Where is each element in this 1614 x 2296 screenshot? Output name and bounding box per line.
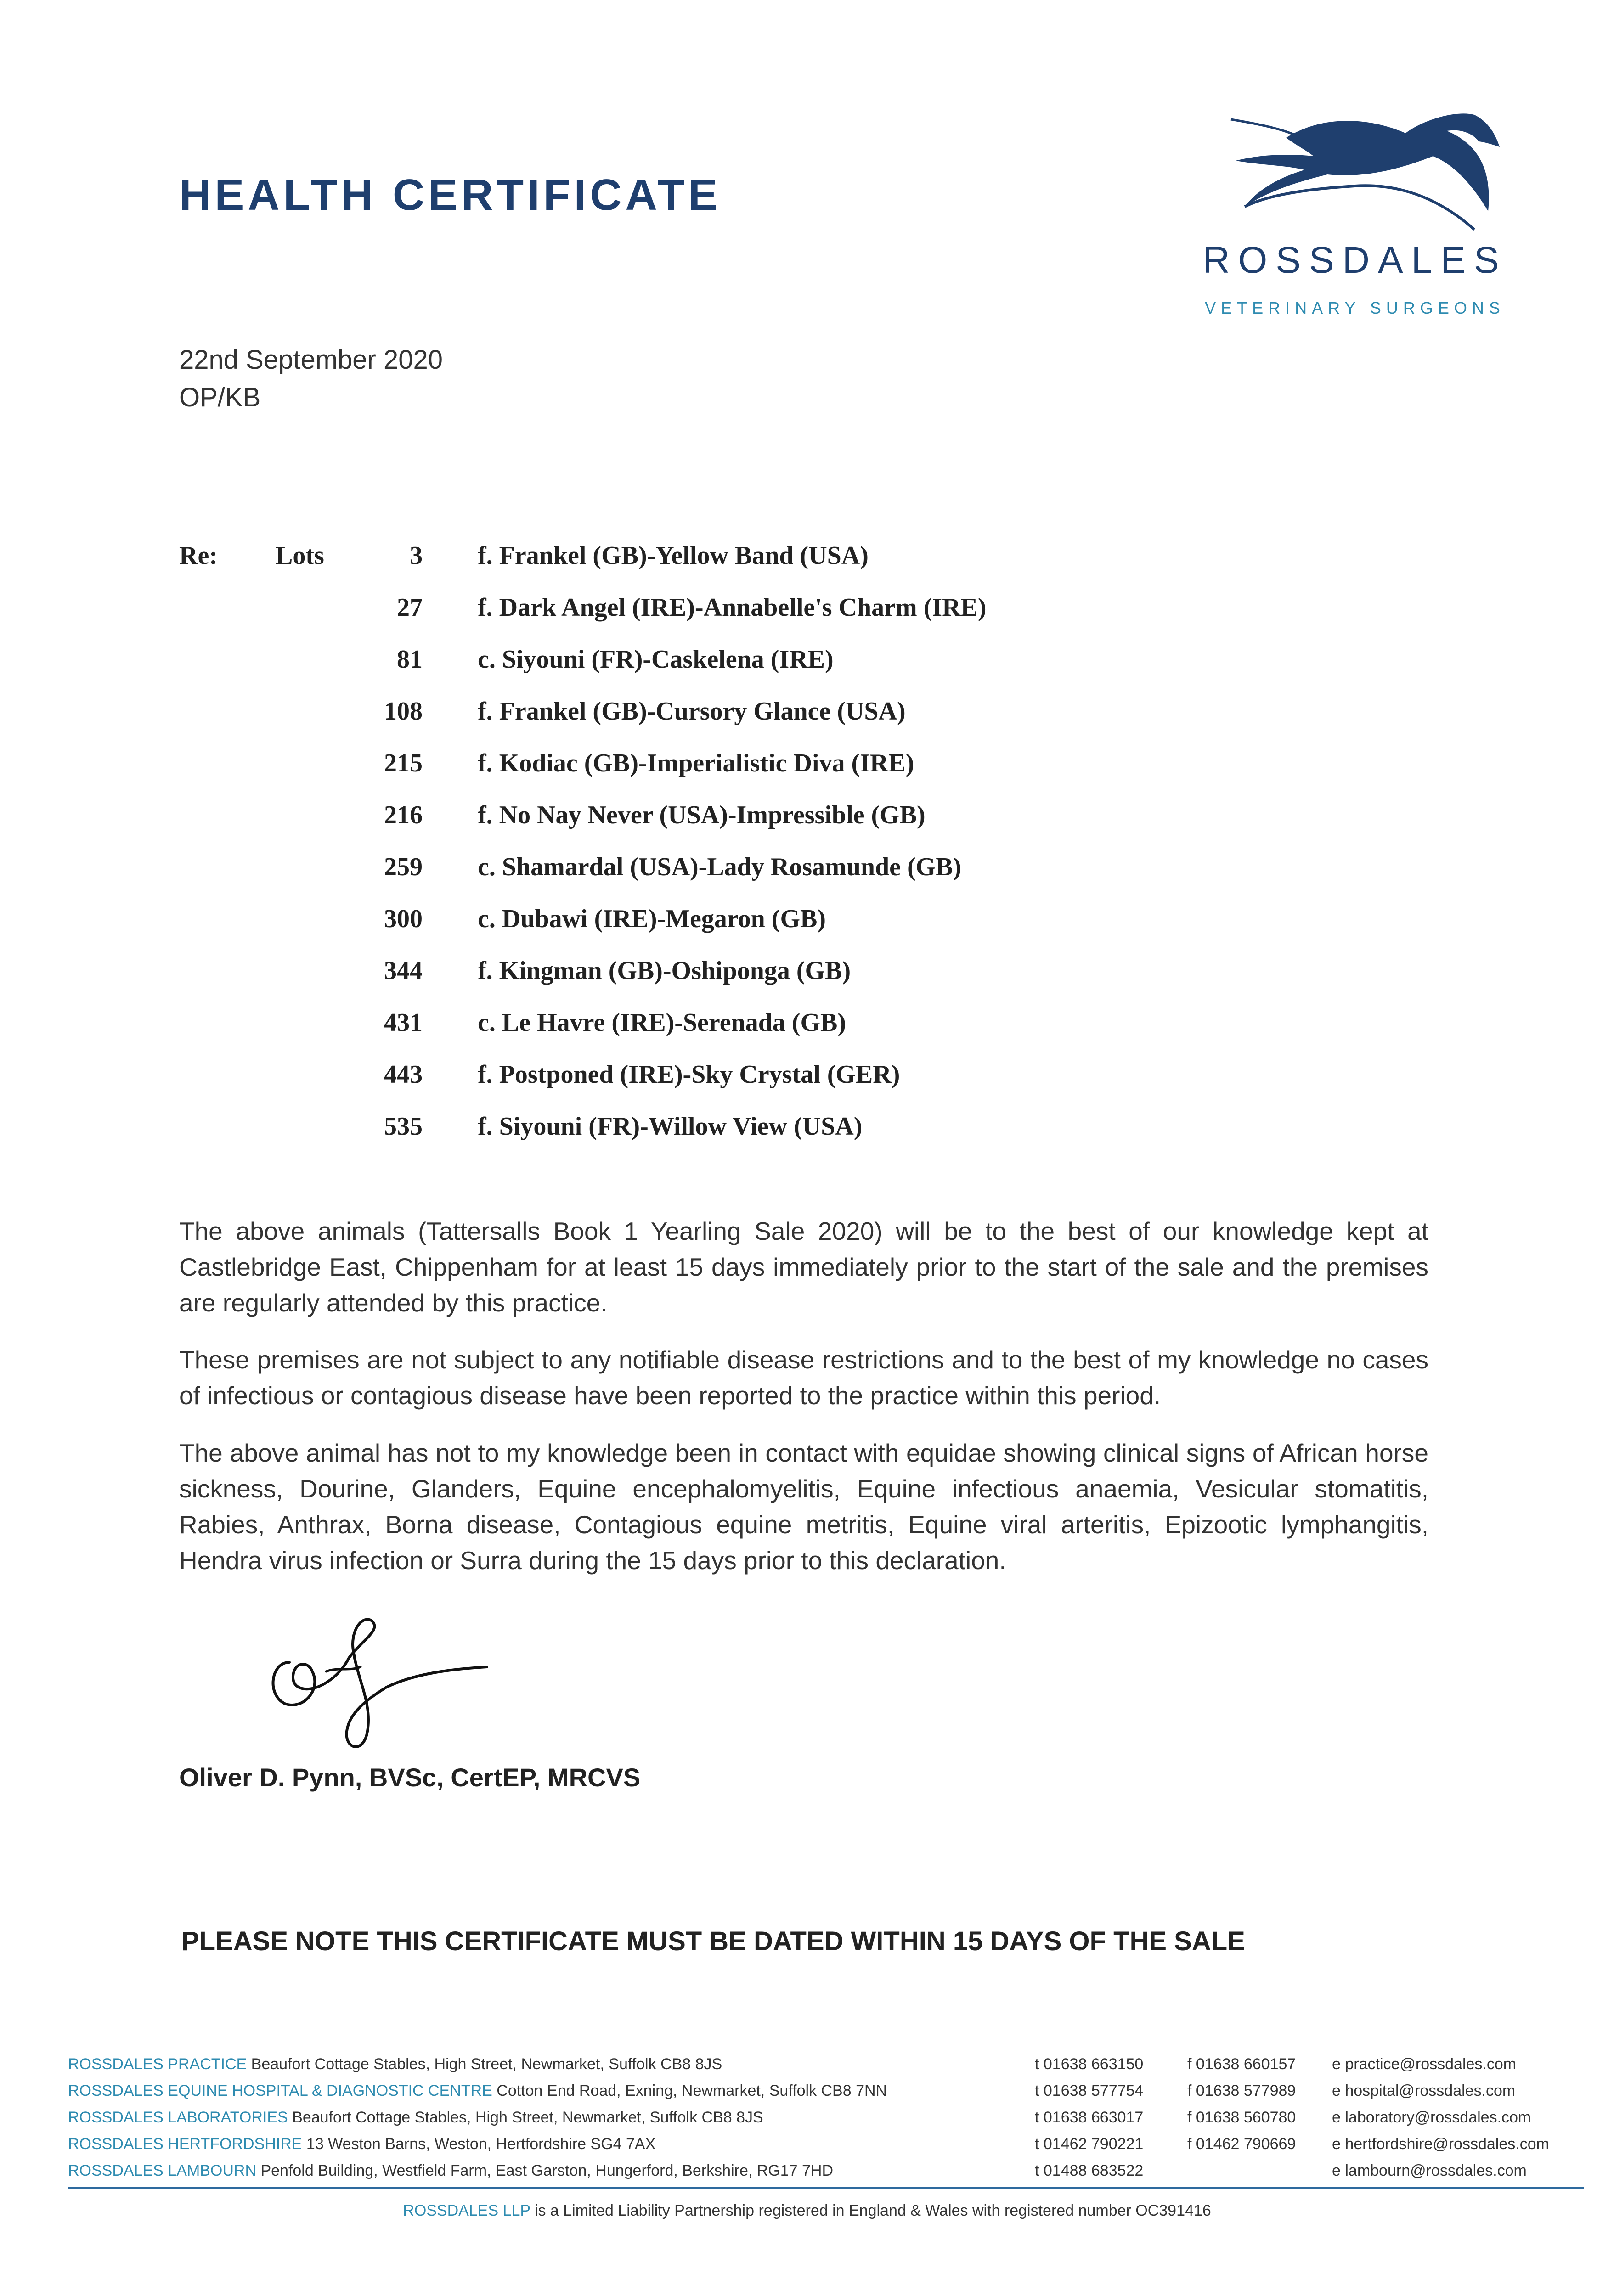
lot-horse: f. Kodiac (GB)-Imperialistic Diva (IRE): [478, 749, 914, 777]
footer-address-row: [68, 2077, 1010, 2104]
lot-row: [358, 593, 1369, 645]
footer-faxes: [1187, 2051, 1325, 2184]
lot-number: 108: [384, 697, 423, 726]
lot-number: 27: [397, 593, 423, 622]
lot-horse: f. Frankel (GB)-Cursory Glance (USA): [478, 697, 906, 726]
certificate-notice: PLEASE NOTE THIS CERTIFICATE MUST BE DATED WITHIN 15 DAYS OF THE SALE: [181, 1926, 1245, 1956]
lot-row: [358, 697, 1369, 748]
lot-row: [358, 645, 1369, 697]
lot-number: 259: [384, 853, 423, 881]
lot-number: 443: [384, 1060, 423, 1089]
paragraph-premises: The above animals (Tattersalls Book 1 Yearling Sale 2020) will be to the best of our knowledge kept at Castlebridge East, Chippenham for at least 15 days immediately prior to the start of the sale and the premises are regularly attended by this practice.: [179, 1217, 1428, 1317]
footer-location-address: Penfold Building, Westfield Farm, East Garston, Hungerford, Berkshire, RG17 7HD: [260, 2162, 834, 2179]
paragraph-disease-restrictions: These premises are not subject to any notifiable disease restrictions and to the best of my knowledge no cases of infectious or contagious disease have been reported to the practice within this period.: [179, 1345, 1428, 1410]
footer-email: e laboratory@rossdales.com: [1332, 2109, 1531, 2126]
legal-notice: [0, 2202, 1614, 2220]
footer-location-name: ROSSDALES PRACTICE: [68, 2055, 247, 2073]
footer-email: e lambourn@rossdales.com: [1332, 2162, 1527, 2179]
lot-number: 216: [384, 801, 423, 829]
footer-fax: f 01638 560780: [1187, 2109, 1296, 2126]
lot-row: [358, 852, 1369, 904]
footer-location-address: Cotton End Road, Exning, Newmarket, Suffolk CB8 7NN: [497, 2082, 887, 2099]
lot-row: [358, 1008, 1369, 1060]
footer-location-address: Beaufort Cottage Stables, High Street, Newmarket, Suffolk CB8 8JS: [292, 2109, 763, 2126]
footer-addresses: [68, 2051, 1010, 2184]
re-label: Re:: [179, 541, 218, 570]
footer-address-row: [68, 2051, 1010, 2077]
footer-emails: [1332, 2051, 1589, 2184]
lot-horse: c. Siyouni (FR)-Caskelena (IRE): [478, 645, 834, 674]
legal-text: is a Limited Liability Partnership registered in England & Wales with registered number OC391416: [534, 2202, 1211, 2219]
lot-horse: f. Dark Angel (IRE)-Annabelle's Charm (IRE): [478, 593, 987, 622]
galloping-horse-icon: [1217, 101, 1502, 239]
footer-address-row: [68, 2157, 1010, 2184]
lot-row: [358, 904, 1369, 956]
lot-horse: c. Le Havre (IRE)-Serenada (GB): [478, 1008, 847, 1037]
lot-number: 300: [384, 905, 423, 933]
footer-email: e hospital@rossdales.com: [1332, 2082, 1516, 2099]
rossdales-logo: [1194, 101, 1516, 331]
footer-telephones: [1035, 2051, 1177, 2184]
lot-number: 3: [410, 541, 423, 570]
lot-number: 81: [397, 645, 423, 674]
footer-email: e hertfordshire@rossdales.com: [1332, 2135, 1549, 2153]
document-title: HEALTH CERTIFICATE: [179, 170, 722, 219]
footer-location-name: ROSSDALES EQUINE HOSPITAL & DIAGNOSTIC CENTRE: [68, 2082, 492, 2099]
footer-address-row: [68, 2131, 1010, 2157]
paragraph-clinical-signs: The above animal has not to my knowledge been in contact with equidae showing clinical signs of African horse sickness, Dourine, Glanders, Equine encephalomyelitis, Equine infectious anaemia, Vesicular stomatitis, Rabies, Anthrax, Borna disease, Contagious equine metritis, Equine viral arteritis, Epizootic lymphangitis, Hendra virus infection or Surra during the 15 days prior to this declaration.: [179, 1439, 1428, 1575]
lot-row: [358, 1112, 1369, 1164]
footer-location-address: 13 Weston Barns, Weston, Hertfordshire SG4 7AX: [306, 2135, 656, 2153]
footer-email: e practice@rossdales.com: [1332, 2055, 1517, 2073]
footer-fax: f 01638 577989: [1187, 2082, 1296, 2099]
lot-row: [358, 541, 1369, 593]
footer-fax: f 01462 790669: [1187, 2135, 1296, 2153]
footer-telephone: t 01488 683522: [1035, 2162, 1144, 2179]
footer-address-row: [68, 2104, 1010, 2131]
document-reference: OP/KB: [179, 383, 261, 412]
lot-horse: f. Kingman (GB)-Oshiponga (GB): [478, 957, 851, 985]
lot-horse: c. Dubawi (IRE)-Megaron (GB): [478, 905, 826, 933]
footer-location-name: ROSSDALES LABORATORIES: [68, 2109, 288, 2126]
footer-fax: f 01638 660157: [1187, 2055, 1296, 2073]
lots-list: [358, 541, 1369, 1164]
lot-horse: f. No Nay Never (USA)-Impressible (GB): [478, 801, 926, 829]
footer-telephone: t 01638 577754: [1035, 2082, 1144, 2099]
footer-location-name: ROSSDALES LAMBOURN: [68, 2162, 256, 2179]
lot-number: 535: [384, 1112, 423, 1141]
footer-location-name: ROSSDALES HERTFORDSHIRE: [68, 2135, 302, 2153]
footer-location-address: Beaufort Cottage Stables, High Street, Newmarket, Suffolk CB8 8JS: [251, 2055, 722, 2073]
lot-number: 344: [384, 957, 423, 985]
footer-fax: [1187, 2157, 1325, 2184]
signature: [257, 1612, 496, 1763]
lot-horse: f. Siyouni (FR)-Willow View (USA): [478, 1112, 863, 1141]
document-date: 22nd September 2020: [179, 345, 443, 375]
signatory-name: Oliver D. Pynn, BVSc, CertEP, MRCVS: [179, 1763, 641, 1792]
lot-row: [358, 800, 1369, 852]
logo-subtitle: VETERINARY SURGEONS: [1205, 298, 1505, 317]
lot-row: [358, 748, 1369, 800]
lot-horse: f. Frankel (GB)-Yellow Band (USA): [478, 541, 869, 570]
footer-telephone: t 01462 790221: [1035, 2135, 1144, 2153]
footer-telephone: t 01638 663150: [1035, 2055, 1144, 2073]
lots-label: Lots: [276, 541, 324, 570]
lot-horse: c. Shamardal (USA)-Lady Rosamunde (GB): [478, 853, 962, 881]
lot-row: [358, 1060, 1369, 1112]
lot-number: 215: [384, 749, 423, 777]
lot-row: [358, 956, 1369, 1008]
footer-telephone: t 01638 663017: [1035, 2109, 1144, 2126]
legal-entity-name: ROSSDALES LLP: [403, 2202, 530, 2219]
logo-brand-name: ROSSDALES: [1202, 239, 1507, 281]
lot-number: 431: [384, 1008, 423, 1037]
lot-horse: f. Postponed (IRE)-Sky Crystal (GER): [478, 1060, 900, 1089]
footer-divider: [68, 2187, 1584, 2189]
